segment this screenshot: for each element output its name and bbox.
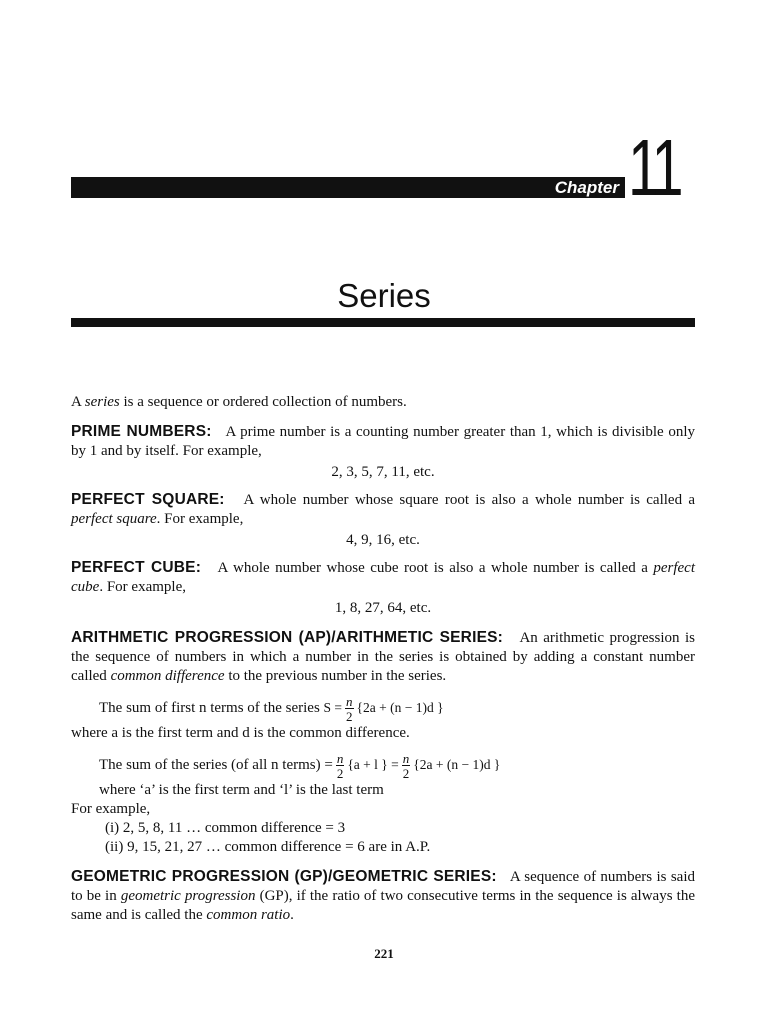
ap-where-line-2: where ‘a’ is the first term and ‘l’ is the last term — [99, 782, 384, 798]
perfect-cube-paragraph: PERFECT CUBE: A whole number whose cube root is also a whole number is called a perfect cube. For example, — [71, 559, 696, 595]
title-rule — [71, 318, 695, 327]
prime-numbers-paragraph: PRIME NUMBERS: A prime number is a counting number greater than 1, which is divisible only by 1 and by itself. For example, — [71, 423, 695, 459]
gp-heading: GEOMETRIC PROGRESSION (GP)/GEOMETRIC SERIES: — [71, 868, 497, 885]
fraction-n-over-2: $\frac{n}{2}$ — [336, 750, 344, 781]
page-number: 221 — [374, 946, 394, 961]
ap-example-item: (i) 2, 5, 8, 11 … common difference = 3 — [105, 820, 346, 836]
prime-numbers-example: 2, 3, 5, 7, 11, etc. — [331, 464, 435, 480]
ap-example-item: (ii) 9, 15, 21, 27 … common difference = 6 are in A.P. — [105, 839, 431, 855]
ap-sum-all-formula: The sum of the series (of all n terms) = $\frac{n}{2}$ {a + l } = $\frac{n}{2}$ {2a + (n − 1)d } — [99, 750, 501, 781]
perfect-square-heading: PERFECT SQUARE: — [71, 491, 225, 508]
ap-sum-formula: The sum of first n terms of the series S = $\frac{n}{2}$ {2a + (n − 1)d } — [99, 693, 444, 724]
gp-paragraph: GEOMETRIC PROGRESSION (GP)/GEOMETRIC SERIES: A sequence of numbers is said to be in geometric progression (GP), if the ratio of two consecutive terms in the sequence is always the same and is called the common ratio. — [71, 868, 695, 923]
page-body — [71, 393, 695, 925]
chapter-band — [71, 177, 625, 198]
fraction-n-over-2: $\frac{n}{2}$ — [346, 693, 353, 724]
ap-paragraph: ARITHMETIC PROGRESSION (AP)/ARITHMETIC SERIES: An arithmetic progression is the sequence of numbers in which a number in the series is obtained by adding a constant number called common difference to the previous number in the series. — [71, 629, 696, 684]
perfect-square-example: 4, 9, 16, etc. — [346, 532, 420, 548]
chapter-number: 11 — [628, 123, 680, 212]
ap-where-line: where a is the first term and d is the common difference. — [71, 725, 410, 741]
term-series: series — [84, 394, 120, 410]
page-title: Series — [337, 277, 431, 314]
fraction-n-over-2: $\frac{n}{2}$ — [402, 750, 410, 781]
intro-paragraph: A series is a sequence or ordered collection of numbers. — [71, 394, 407, 410]
perfect-square-paragraph: PERFECT SQUARE: A whole number whose square root is also a whole number is called a perfect square. For example, — [71, 491, 696, 527]
perfect-cube-example: 1, 8, 27, 64, etc. — [334, 600, 432, 616]
perfect-cube-heading: PERFECT CUBE: — [71, 559, 202, 576]
ap-for-example: For example, — [71, 801, 151, 817]
prime-numbers-heading: PRIME NUMBERS: — [71, 423, 212, 440]
ap-heading: ARITHMETIC PROGRESSION (AP)/ARITHMETIC SERIES: — [71, 629, 504, 646]
chapter-label: Chapter — [554, 178, 619, 197]
